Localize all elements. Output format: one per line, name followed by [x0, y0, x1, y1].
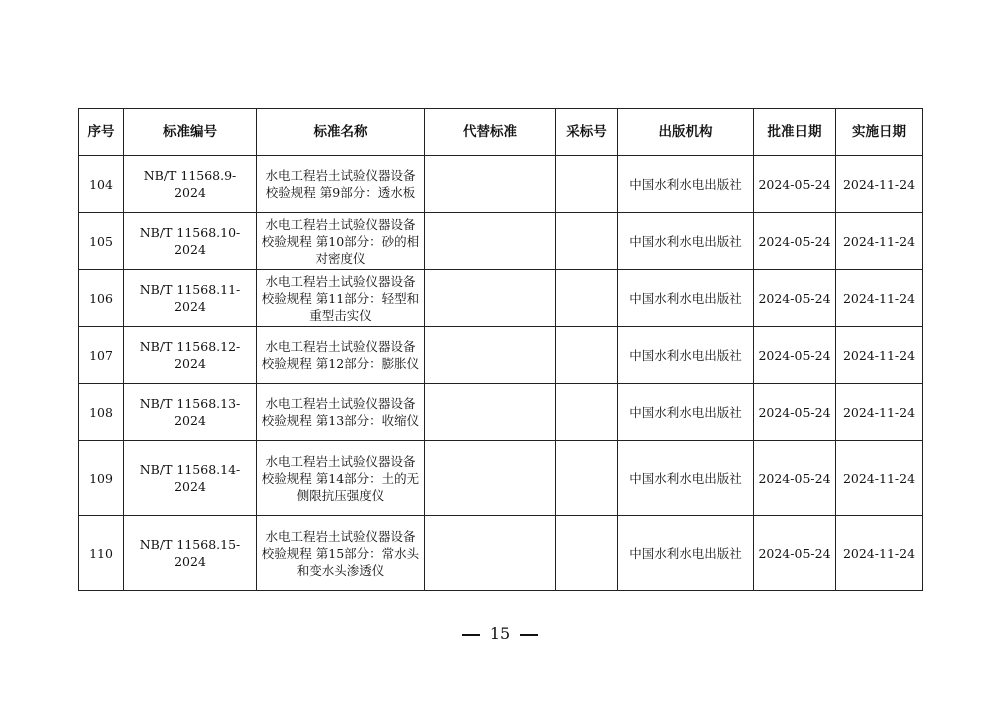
cell-no: 110: [79, 516, 124, 591]
page-number: 15: [489, 624, 511, 643]
table-row: [79, 156, 923, 213]
table-row: [79, 213, 923, 270]
cell-no: 109: [79, 441, 124, 516]
footer-dash-left: [462, 634, 480, 636]
cell-adopt: [556, 327, 618, 384]
cell-publisher: 中国水利水电出版社: [618, 213, 754, 270]
cell-code: NB/T 11568.13-2024: [124, 384, 257, 441]
cell-publisher: 中国水利水电出版社: [618, 156, 754, 213]
cell-effective: 2024-11-24: [836, 270, 923, 327]
cell-no: 106: [79, 270, 124, 327]
cell-code: NB/T 11568.12-2024: [124, 327, 257, 384]
cell-no: 107: [79, 327, 124, 384]
table-row: [79, 441, 923, 516]
cell-name: 水电工程岩土试验仪器设备校验规程 第10部分：砂的相对密度仪: [257, 213, 425, 270]
cell-code: NB/T 11568.11-2024: [124, 270, 257, 327]
cell-replaces: [425, 384, 556, 441]
cell-approved: 2024-05-24: [754, 270, 836, 327]
col-header-publisher: 出版机构: [618, 109, 754, 156]
standards-table: [78, 108, 923, 591]
cell-approved: 2024-05-24: [754, 213, 836, 270]
table-row: [79, 327, 923, 384]
cell-name: 水电工程岩土试验仪器设备校验规程 第11部分：轻型和重型击实仪: [257, 270, 425, 327]
cell-approved: 2024-05-24: [754, 384, 836, 441]
cell-name: 水电工程岩土试验仪器设备校验规程 第15部分：常水头和变水头渗透仪: [257, 516, 425, 591]
cell-adopt: [556, 384, 618, 441]
cell-adopt: [556, 441, 618, 516]
cell-replaces: [425, 441, 556, 516]
cell-publisher: 中国水利水电出版社: [618, 384, 754, 441]
cell-effective: 2024-11-24: [836, 327, 923, 384]
col-header-code: 标准编号: [124, 109, 257, 156]
cell-name: 水电工程岩土试验仪器设备校验规程 第13部分：收缩仪: [257, 384, 425, 441]
cell-name: 水电工程岩土试验仪器设备校验规程 第14部分：土的无侧限抗压强度仪: [257, 441, 425, 516]
table-row: [79, 270, 923, 327]
cell-name: 水电工程岩土试验仪器设备校验规程 第12部分：膨胀仪: [257, 327, 425, 384]
cell-publisher: 中国水利水电出版社: [618, 270, 754, 327]
col-header-name: 标准名称: [257, 109, 425, 156]
cell-replaces: [425, 156, 556, 213]
cell-effective: 2024-11-24: [836, 156, 923, 213]
cell-no: 105: [79, 213, 124, 270]
cell-code: NB/T 11568.9-2024: [124, 156, 257, 213]
table-row: [79, 516, 923, 591]
header-row: [79, 109, 923, 156]
col-header-approved: 批准日期: [754, 109, 836, 156]
page-footer: [0, 624, 1000, 643]
cell-adopt: [556, 270, 618, 327]
cell-effective: 2024-11-24: [836, 441, 923, 516]
cell-approved: 2024-05-24: [754, 327, 836, 384]
cell-effective: 2024-11-24: [836, 213, 923, 270]
cell-code: NB/T 11568.10-2024: [124, 213, 257, 270]
cell-replaces: [425, 516, 556, 591]
footer-dash-right: [520, 634, 538, 636]
col-header-adopt: 采标号: [556, 109, 618, 156]
col-header-replaces: 代替标准: [425, 109, 556, 156]
cell-approved: 2024-05-24: [754, 156, 836, 213]
table-row: [79, 384, 923, 441]
cell-publisher: 中国水利水电出版社: [618, 327, 754, 384]
cell-adopt: [556, 516, 618, 591]
cell-adopt: [556, 213, 618, 270]
col-header-effective: 实施日期: [836, 109, 923, 156]
cell-replaces: [425, 327, 556, 384]
cell-replaces: [425, 213, 556, 270]
cell-effective: 2024-11-24: [836, 384, 923, 441]
cell-replaces: [425, 270, 556, 327]
cell-name: 水电工程岩土试验仪器设备校验规程 第9部分：透水板: [257, 156, 425, 213]
cell-publisher: 中国水利水电出版社: [618, 516, 754, 591]
cell-approved: 2024-05-24: [754, 516, 836, 591]
cell-effective: 2024-11-24: [836, 516, 923, 591]
cell-code: NB/T 11568.14-2024: [124, 441, 257, 516]
cell-publisher: 中国水利水电出版社: [618, 441, 754, 516]
cell-adopt: [556, 156, 618, 213]
cell-no: 104: [79, 156, 124, 213]
col-header-no: 序号: [79, 109, 124, 156]
cell-approved: 2024-05-24: [754, 441, 836, 516]
cell-no: 108: [79, 384, 124, 441]
cell-code: NB/T 11568.15-2024: [124, 516, 257, 591]
